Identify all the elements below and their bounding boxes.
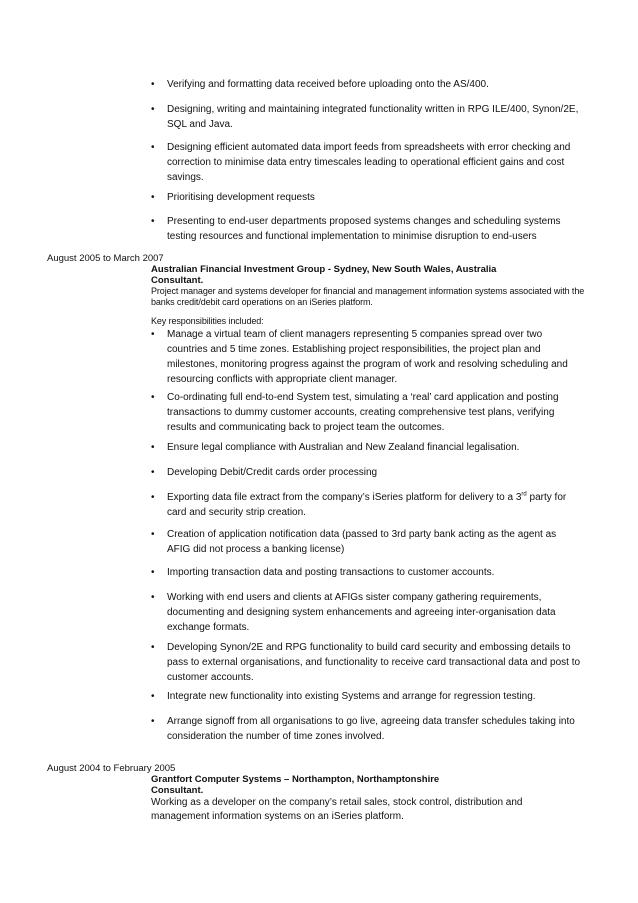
list-item-text xyxy=(167,490,581,520)
job-description: Project manager and systems developer for financial and management information systems associated with the banks credit/debit card operations on an iSeries platform. xyxy=(151,286,585,307)
list-item-text: Developing Synon/2E and RPG functionality to build card security and embossing details to pass to external organisations, and functionality to receive card transactional data and post to customer accounts. xyxy=(167,642,581,683)
job-role: Consultant. xyxy=(151,785,204,796)
bullet-icon: • xyxy=(151,442,155,453)
bullet-icon: • xyxy=(151,567,155,578)
ordinal-suffix: rd xyxy=(521,491,527,498)
list-item xyxy=(151,590,581,635)
key-responsibilities-label: Key responsibilities included: xyxy=(151,316,264,326)
list-item xyxy=(151,465,581,480)
job-header xyxy=(151,264,591,327)
list-item-text-part: party for card and security strip creation. xyxy=(167,492,567,518)
bullet-icon: • xyxy=(151,216,155,227)
list-item-text: Working with end users and clients at AFIGs sister company gathering requirements, documenting and designing system enhancements and agreeing inter-organisation data exchange formats. xyxy=(167,592,556,633)
job-date: August 2005 to March 2007 xyxy=(47,253,164,264)
list-item xyxy=(151,102,581,132)
company-name: Grantfort Computer Systems – Northampton, Northamptonshire xyxy=(151,774,440,785)
bullet-icon: • xyxy=(151,142,155,153)
bullet-icon: • xyxy=(151,104,155,115)
list-item xyxy=(151,214,581,244)
list-item xyxy=(151,327,581,387)
bullet-icon: • xyxy=(151,691,155,702)
list-item-text: Creation of application notification data (passed to 3rd party bank acting as the agent as AFIG did not process a banking license) xyxy=(167,529,557,555)
bullet-icon: • xyxy=(151,79,155,90)
list-item-text: Integrate new functionality into existing Systems and arrange for regression testing. xyxy=(167,691,536,702)
list-item xyxy=(151,565,581,580)
list-item-text: Arrange signoff from all organisations to go live, agreeing data transfer schedules taking into consideration the number of time zones involved. xyxy=(167,716,575,742)
list-item xyxy=(151,490,581,520)
bullet-icon: • xyxy=(151,716,155,727)
bullet-icon: • xyxy=(151,642,155,653)
list-item-text: Designing, writing and maintaining integrated functionality written in RPG ILE/400, Synon/2E, SQL and Java. xyxy=(167,104,579,130)
bullet-icon: • xyxy=(151,329,155,340)
job-description: Working as a developer on the company’s retail sales, stock control, distribution and management information systems on an iSeries platform. xyxy=(151,797,523,822)
list-item xyxy=(151,390,581,435)
job-role: Consultant. xyxy=(151,275,204,286)
list-item-text: Developing Debit/Credit cards order processing xyxy=(167,467,378,478)
list-item-text-part: Exporting data file extract from the company’s iSeries platform for delivery to a 3 xyxy=(167,492,522,503)
list-item-text: Importing transaction data and posting transactions to customer accounts. xyxy=(167,567,495,578)
company-name: Australian Financial Investment Group - Sydney, New South Wales, Australia xyxy=(151,264,497,275)
list-item-text: Verifying and formatting data received before uploading onto the AS/400. xyxy=(167,79,489,90)
list-item xyxy=(151,689,581,704)
list-item-text: Ensure legal compliance with Australian and New Zealand financial legalisation. xyxy=(167,442,520,453)
bullet-icon: • xyxy=(151,492,155,503)
bullet-icon: • xyxy=(151,592,155,603)
list-item-text: Presenting to end-user departments proposed systems changes and scheduling systems testing resources and functional implementation to minimise disruption to end-users xyxy=(167,216,561,242)
list-item xyxy=(151,140,581,185)
list-item-text: Designing efficient automated data import feeds from spreadsheets with error checking and correction to minimise data entry timescales leading to operational efficient gains and cost savings. xyxy=(167,142,571,183)
list-item xyxy=(151,440,581,455)
bullet-icon: • xyxy=(151,392,155,403)
list-item xyxy=(151,714,581,744)
bullet-icon: • xyxy=(151,467,155,478)
job-header xyxy=(151,774,591,824)
list-item-text: Manage a virtual team of client managers representing 5 companies spread over two countries and 5 time zones. Establishing project responsibilities, the project plan and milestones, monitoring progress against the program of work and resolving scheduling and resourcing conflicts with appropriate client manager. xyxy=(167,329,568,385)
list-item xyxy=(151,190,581,205)
list-item xyxy=(151,527,581,557)
list-item xyxy=(151,640,581,685)
list-item xyxy=(151,77,581,92)
bullet-icon: • xyxy=(151,529,155,540)
bullet-icon: • xyxy=(151,192,155,203)
job-date: August 2004 to February 2005 xyxy=(47,763,176,774)
list-item-text: Co-ordinating full end-to-end System test, simulating a ‘real’ card application and posting transactions to dummy customer accounts, creating comprehensive test plans, verifying results and communicating back to project team the outcomes. xyxy=(167,392,559,433)
list-item-text: Prioritising development requests xyxy=(167,192,315,203)
